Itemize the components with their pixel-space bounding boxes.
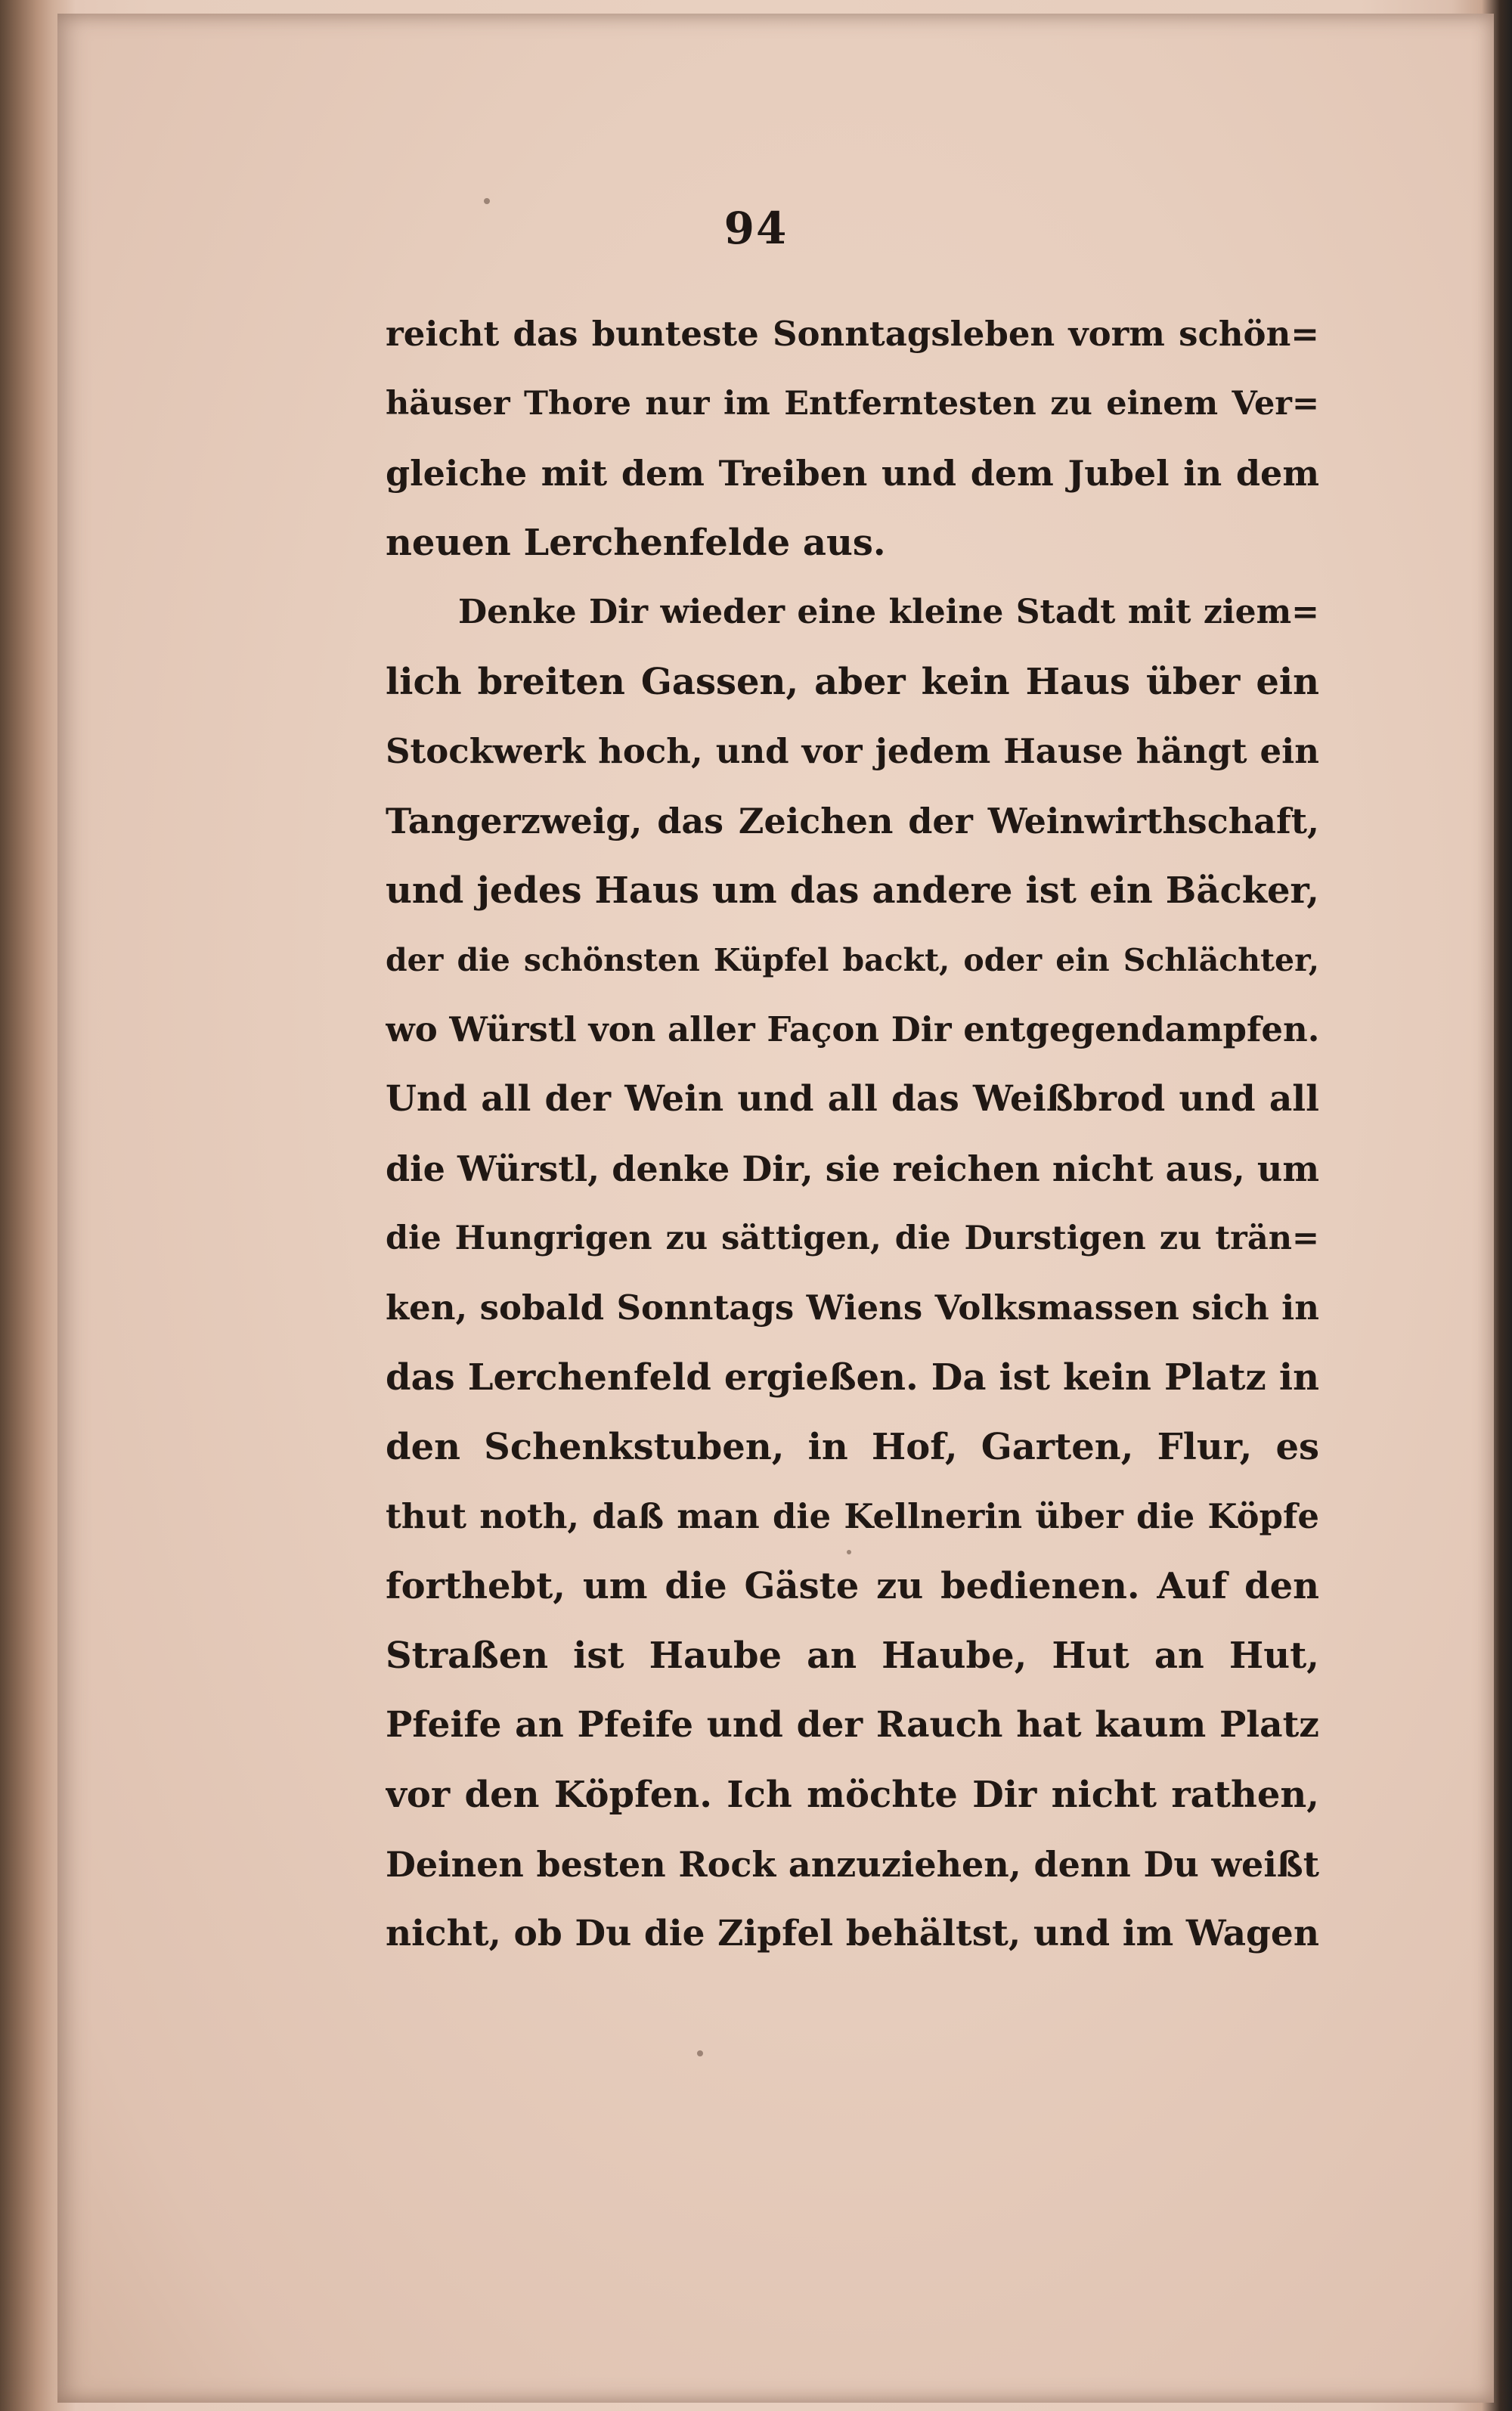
paper-speck <box>697 2050 703 2056</box>
text-line: Denke Dir wieder eine kleine Stadt mit ziem= <box>458 593 1319 631</box>
text-line: die Würstl, denke Dir, sie reichen nicht aus, um <box>386 1148 1319 1189</box>
text-line: Pfeife an Pfeife und der Rauch hat kaum Platz <box>386 1704 1319 1746</box>
text-line: vor den Köpfen. Ich möchte Dir nicht rathen, <box>386 1774 1319 1816</box>
text-line: Und all der Wein und all das Weißbrod und all <box>386 1078 1319 1120</box>
text-line: gleiche mit dem Treiben und dem Jubel in dem <box>386 453 1319 494</box>
text-line: den Schenkstuben, in Hof, Garten, Flur, es <box>386 1426 1319 1468</box>
text-line: das Lerchenfeld ergießen. Da ist kein Platz in <box>386 1356 1319 1399</box>
text-line: die Hungrigen zu sättigen, die Durstigen zu trän= <box>386 1219 1319 1257</box>
text-line: neuen Lerchenfelde aus. <box>386 522 886 564</box>
text-line: lich breiten Gassen, aber kein Haus über ein <box>386 661 1319 703</box>
paper-speck <box>484 198 490 204</box>
text-line: Deinen besten Rock anzuziehen, denn Du weißt <box>386 1844 1319 1885</box>
text-line: und jedes Haus um das andere ist ein Bäcker, <box>386 869 1319 912</box>
text-line: der die schönsten Küpfel backt, oder ein Schlächter, <box>386 942 1319 978</box>
text-line: häuser Thore nur im Entferntesten zu einem Ver= <box>386 385 1319 423</box>
text-line: Stockwerk hoch, und vor jedem Hause hängt ein <box>386 731 1319 771</box>
text-line: Straßen ist Haube an Haube, Hut an Hut, <box>386 1635 1319 1677</box>
text-line: thut noth, daß man die Kellnerin über die Köpfe <box>386 1496 1319 1536</box>
text-line: nicht, ob Du die Zipfel behältst, und im Wagen <box>386 1913 1319 1954</box>
text-line: reicht das bunteste Sonntagsleben vorm schön= <box>386 314 1319 354</box>
text-line: wo Würstl von aller Façon Dir entgegendampfen. <box>386 1009 1319 1049</box>
text-line: ken, sobald Sonntags Wiens Volksmassen sich in <box>386 1288 1319 1328</box>
page-number: 94 <box>723 203 789 254</box>
body-text <box>386 299 1319 1969</box>
paper-speck <box>847 1550 851 1554</box>
text-line: forthebt, um die Gäste zu bedienen. Auf den <box>386 1565 1319 1607</box>
text-line: Tangerzweig, das Zeichen der Weinwirthschaft, <box>386 801 1319 841</box>
